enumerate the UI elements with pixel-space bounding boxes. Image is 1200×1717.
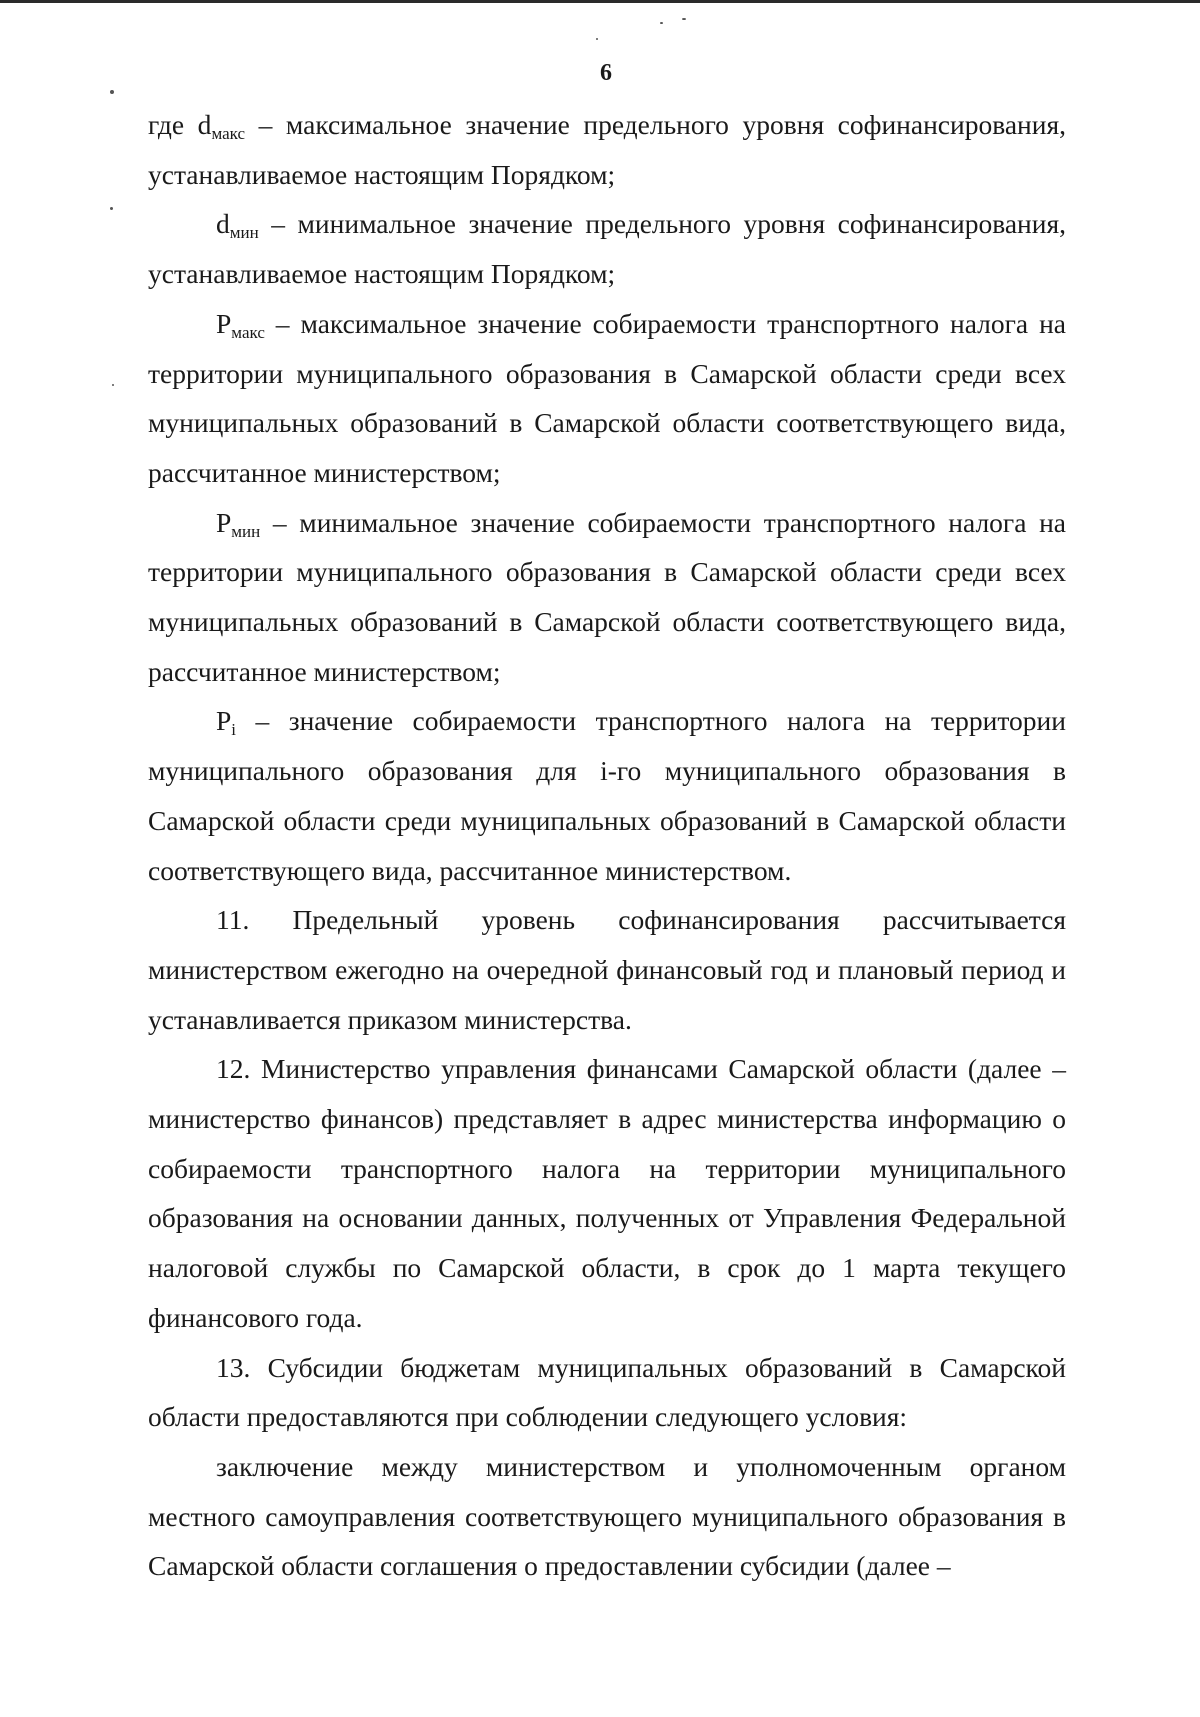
scan-speck [660,22,663,24]
paragraph-11: 11. Предельный уровень софинансирования рассчитывается министерством ежегодно на очередной финансовый год и плановый период и устанавливается приказом министерства. [148,904,1066,1035]
definition-p-min: $P_{мин}$ – минимальное значение собираемости транспортного налога на территории муниципального образования в Самарской области среди всех муниципальных образований в Самарской области соответствующего вида, рассчитанное министерством; [148,506,1066,687]
scan-speck [112,384,114,386]
scan-top-edge [0,0,1200,3]
paragraph-13-condition: заключение между министерством и уполномоченным органом местного самоуправления соответствующего муниципального образования в Самарской области соглашения о предоставлении субсидии (далее – [148,1450,1066,1582]
definition-d-min: $d_{мин}$ – минимальное значение предельного уровня софинансирования, устанавливаемое настоящим Порядком; [148,208,1066,290]
definition-p-i: $P_i$ – значение собираемости транспортного налога на территории муниципального образования для i-го муниципального образования в Самарской области среди муниципальных образований в Самарской области соответствующего вида, рассчитанное министерством. [148,705,1066,886]
definition-d-max: где $d_{макс}$ – максимальное значение предельного уровня софинансирования, устанавливаемое настоящим Порядком; [148,109,1067,190]
scan-speck [110,207,113,210]
definition-p-max: $P_{макс}$ – максимальное значение собираемости транспортного налога на территории муниципального образования в Самарской области среди всех муниципальных образований в Самарской области соответствующего вида, рассчитанное министерством; [148,307,1066,488]
document-body [148,100,1066,1591]
paragraph-12: 12. Министерство управления финансами Самарской области (далее – министерство финансов) представляет в адрес министерства информацию о собираемости транспортного налога на территории муниципального образования на основании данных, полученных от Управления Федеральной налоговой службы по Самарской области, в срок до 1 марта текущего финансового года. [148,1053,1066,1333]
scan-speck [682,18,686,20]
paragraph-13: 13. Субсидии бюджетам муниципальных образований в Самарской области предоставляются при соблюдении следующего условия: [148,1351,1066,1433]
scan-speck [110,90,114,94]
page-number: 6 [600,60,612,86]
scan-speck [596,38,598,40]
